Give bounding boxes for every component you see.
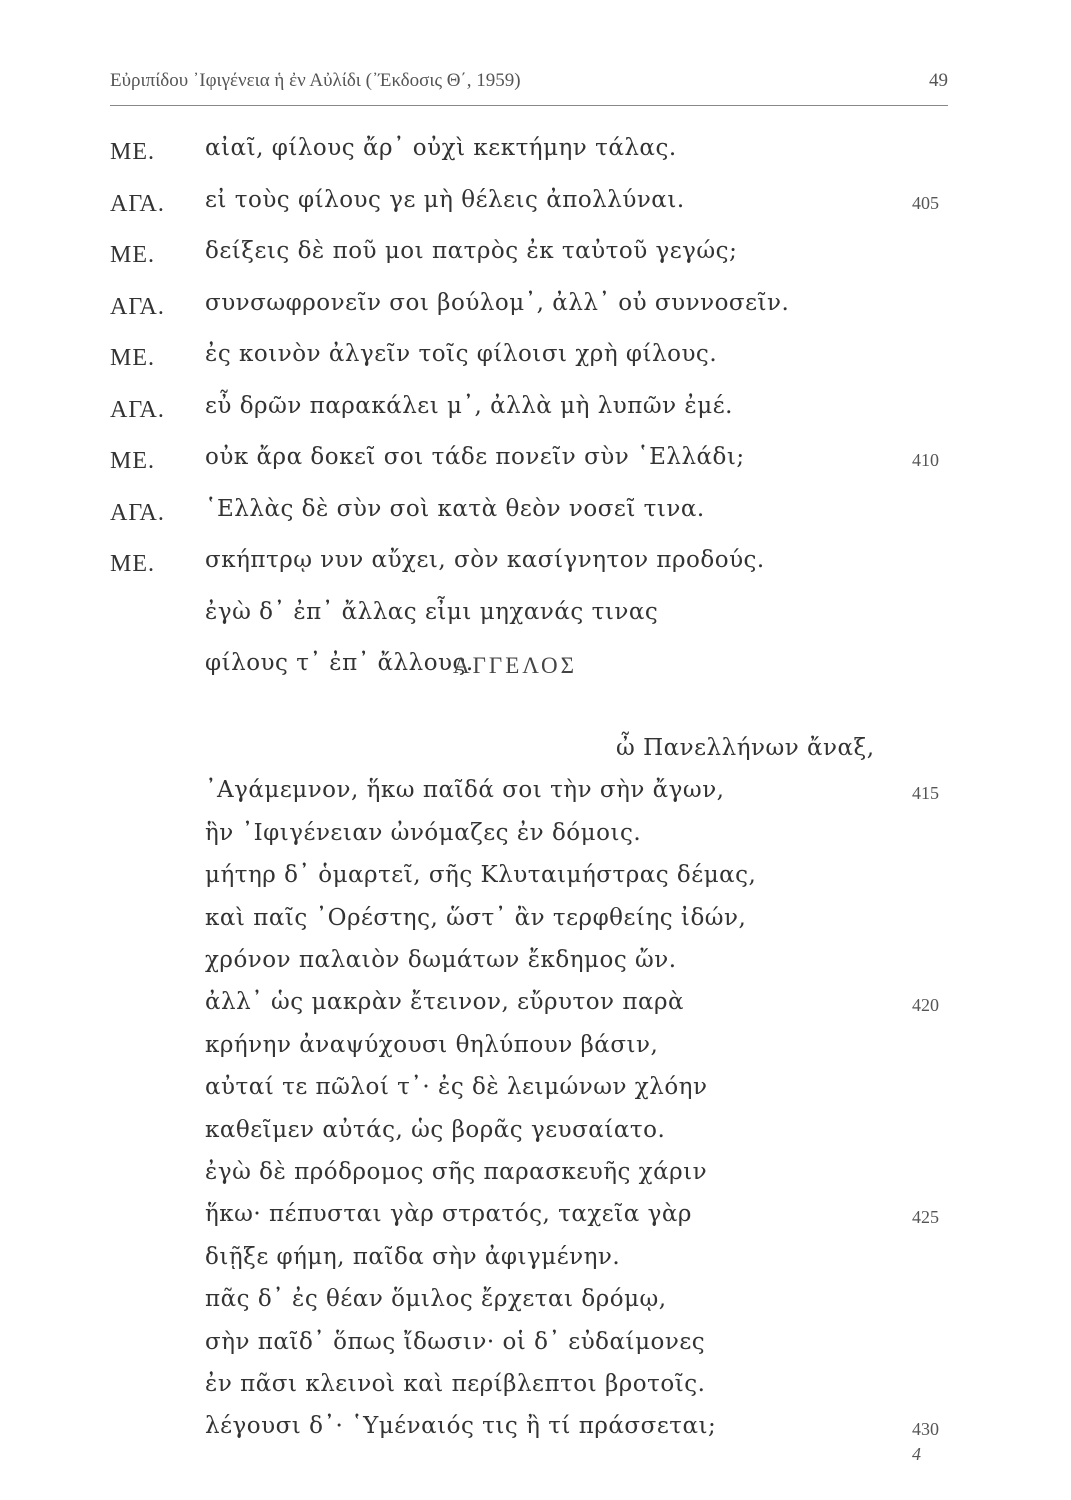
verse-line: ἐν πᾶσι κλεινοὶ καὶ περίβλεπτοι βροτοῖς. [205, 1371, 706, 1397]
verse-line: πᾶς δ᾽ ἐς θέαν ὅμιλος ἔρχεται δρόμῳ, [205, 1286, 667, 1313]
verse-line: ἣν ᾽Ιφιγένειαν ὠνόμαζες ἐν δόμοις. [205, 819, 642, 846]
line-number: 430 [912, 1419, 939, 1440]
speaker-label: ΜΕ. [110, 242, 155, 268]
speaker-label: ΜΕ. [110, 139, 155, 165]
verse-line: εὖ δρῶν παρακάλει μ᾽, ἀλλὰ μὴ λυπῶν ἐμέ. [205, 392, 733, 419]
line-number: 420 [912, 995, 939, 1016]
line-number: 410 [912, 450, 939, 470]
speaker-heading: ΑΓΓΕΛΟΣ [453, 653, 577, 678]
verse-line: οὐκ ἄρα δοκεῖ σοι τάδε πονεῖν σὺν ῾Ελλάδι; [205, 444, 745, 470]
verse-line: διῇξε φήμη, παῖδα σὴν ἀφιγμένην. [205, 1243, 621, 1270]
speaker-label: ΑΓΑ. [110, 499, 165, 526]
line-number: 425 [912, 1207, 939, 1228]
verse-line: ᾽Αγάμεμνον, ἥκω παῖδά σοι τὴν σὴν ἄγων, [205, 777, 725, 804]
verse-line: ἐς κοινὸν ἀλγεῖν τοῖς φίλοισι χρὴ φίλους. [205, 341, 718, 367]
verse-line: ἐγὼ δὲ πρόδρομος σῆς παρασκευῆς χάριν [205, 1159, 708, 1185]
line-number: 405 [912, 192, 939, 213]
verse-line: ἥκω· πέπυσται γὰρ στρατός, ταχεῖα γὰρ [205, 1201, 692, 1228]
line-number: 415 [912, 783, 939, 804]
verse-line: εἰ τοὺς φίλους γε μὴ θέλεις ἀπολλύναι. [205, 186, 685, 213]
verse-line: σὴν παῖδ᾽ ὅπως ἴδωσιν· οἱ δ᾽ εὐδαίμονες [205, 1328, 706, 1355]
verse-line: λέγουσι δ᾽· ῾Υμέναιός τις ἢ τί πράσσεται; [205, 1413, 717, 1440]
verse-line: αὐταί τε πῶλοί τ᾽· ἐς δὲ λειμώνων χλόην [205, 1074, 708, 1101]
page-number: 49 [929, 70, 948, 91]
speaker-label: ΑΓΑ. [110, 396, 165, 423]
speaker-label: ΜΕ. [110, 551, 155, 577]
verse-line: φίλους τ᾽ ἐπ᾽ ἄλλους. [205, 650, 474, 676]
verse-line: ὦ Πανελλήνων ἄναξ, [616, 735, 875, 761]
verse-line: συνσωφρονεῖν σοι βούλομ᾽, ἀλλ᾽ οὐ συννοσεῖν. [205, 289, 790, 316]
header-title: Εὐριπίδου ᾽Ιφιγένεια ἡ ἐν Αὐλίδι (᾽Έκδοσις Θ΄, 1959) [110, 70, 521, 91]
verse-line: ῾Ελλὰς δὲ σὺν σοὶ κατὰ θεὸν νοσεῖ τινα. [205, 495, 705, 522]
speaker-label: ΑΓΑ. [110, 190, 165, 217]
speaker-label: ΜΕ. [110, 448, 155, 474]
speaker-label: ΑΓΑ. [110, 293, 165, 320]
verse-line: κρήνην ἀναψύχουσι θηλύπουν βάσιν, [205, 1031, 659, 1058]
verse-line: αἰαῖ, φίλους ἄρ᾽ οὐχὶ κεκτήμην τάλας. [205, 135, 677, 161]
verse-line: καὶ παῖς ᾽Ορέστης, ὥστ᾽ ἂν τερφθείης ἰδών, [205, 904, 747, 931]
verse-line: ἐγὼ δ᾽ ἐπ᾽ ἄλλας εἶμι μηχανάς τινας [205, 598, 659, 625]
verse-line: σκήπτρῳ νυν αὔχει, σὸν κασίγνητον προδούς. [205, 547, 765, 573]
signature-mark: 4 [912, 1444, 921, 1464]
verse-line: ἀλλ᾽ ὡς μακρὰν ἔτεινον, εὔρυτον παρὰ [205, 989, 685, 1016]
verse-line: μήτηρ δ᾽ ὁμαρτεῖ, σῆς Κλυταιμήστρας δέμας, [205, 862, 757, 889]
verse-line: δείξεις δὲ ποῦ μοι πατρὸς ἐκ ταὐτοῦ γεγώς; [205, 238, 738, 264]
header-rule [110, 105, 948, 106]
verse-line: καθεῖμεν αὐτάς, ὡς βορᾶς γευσαίατο. [205, 1116, 666, 1143]
verse-line: χρόνον παλαιὸν δωμάτων ἔκδημος ὤν. [205, 947, 677, 973]
running-header [110, 70, 948, 102]
speaker-label: ΜΕ. [110, 345, 155, 371]
